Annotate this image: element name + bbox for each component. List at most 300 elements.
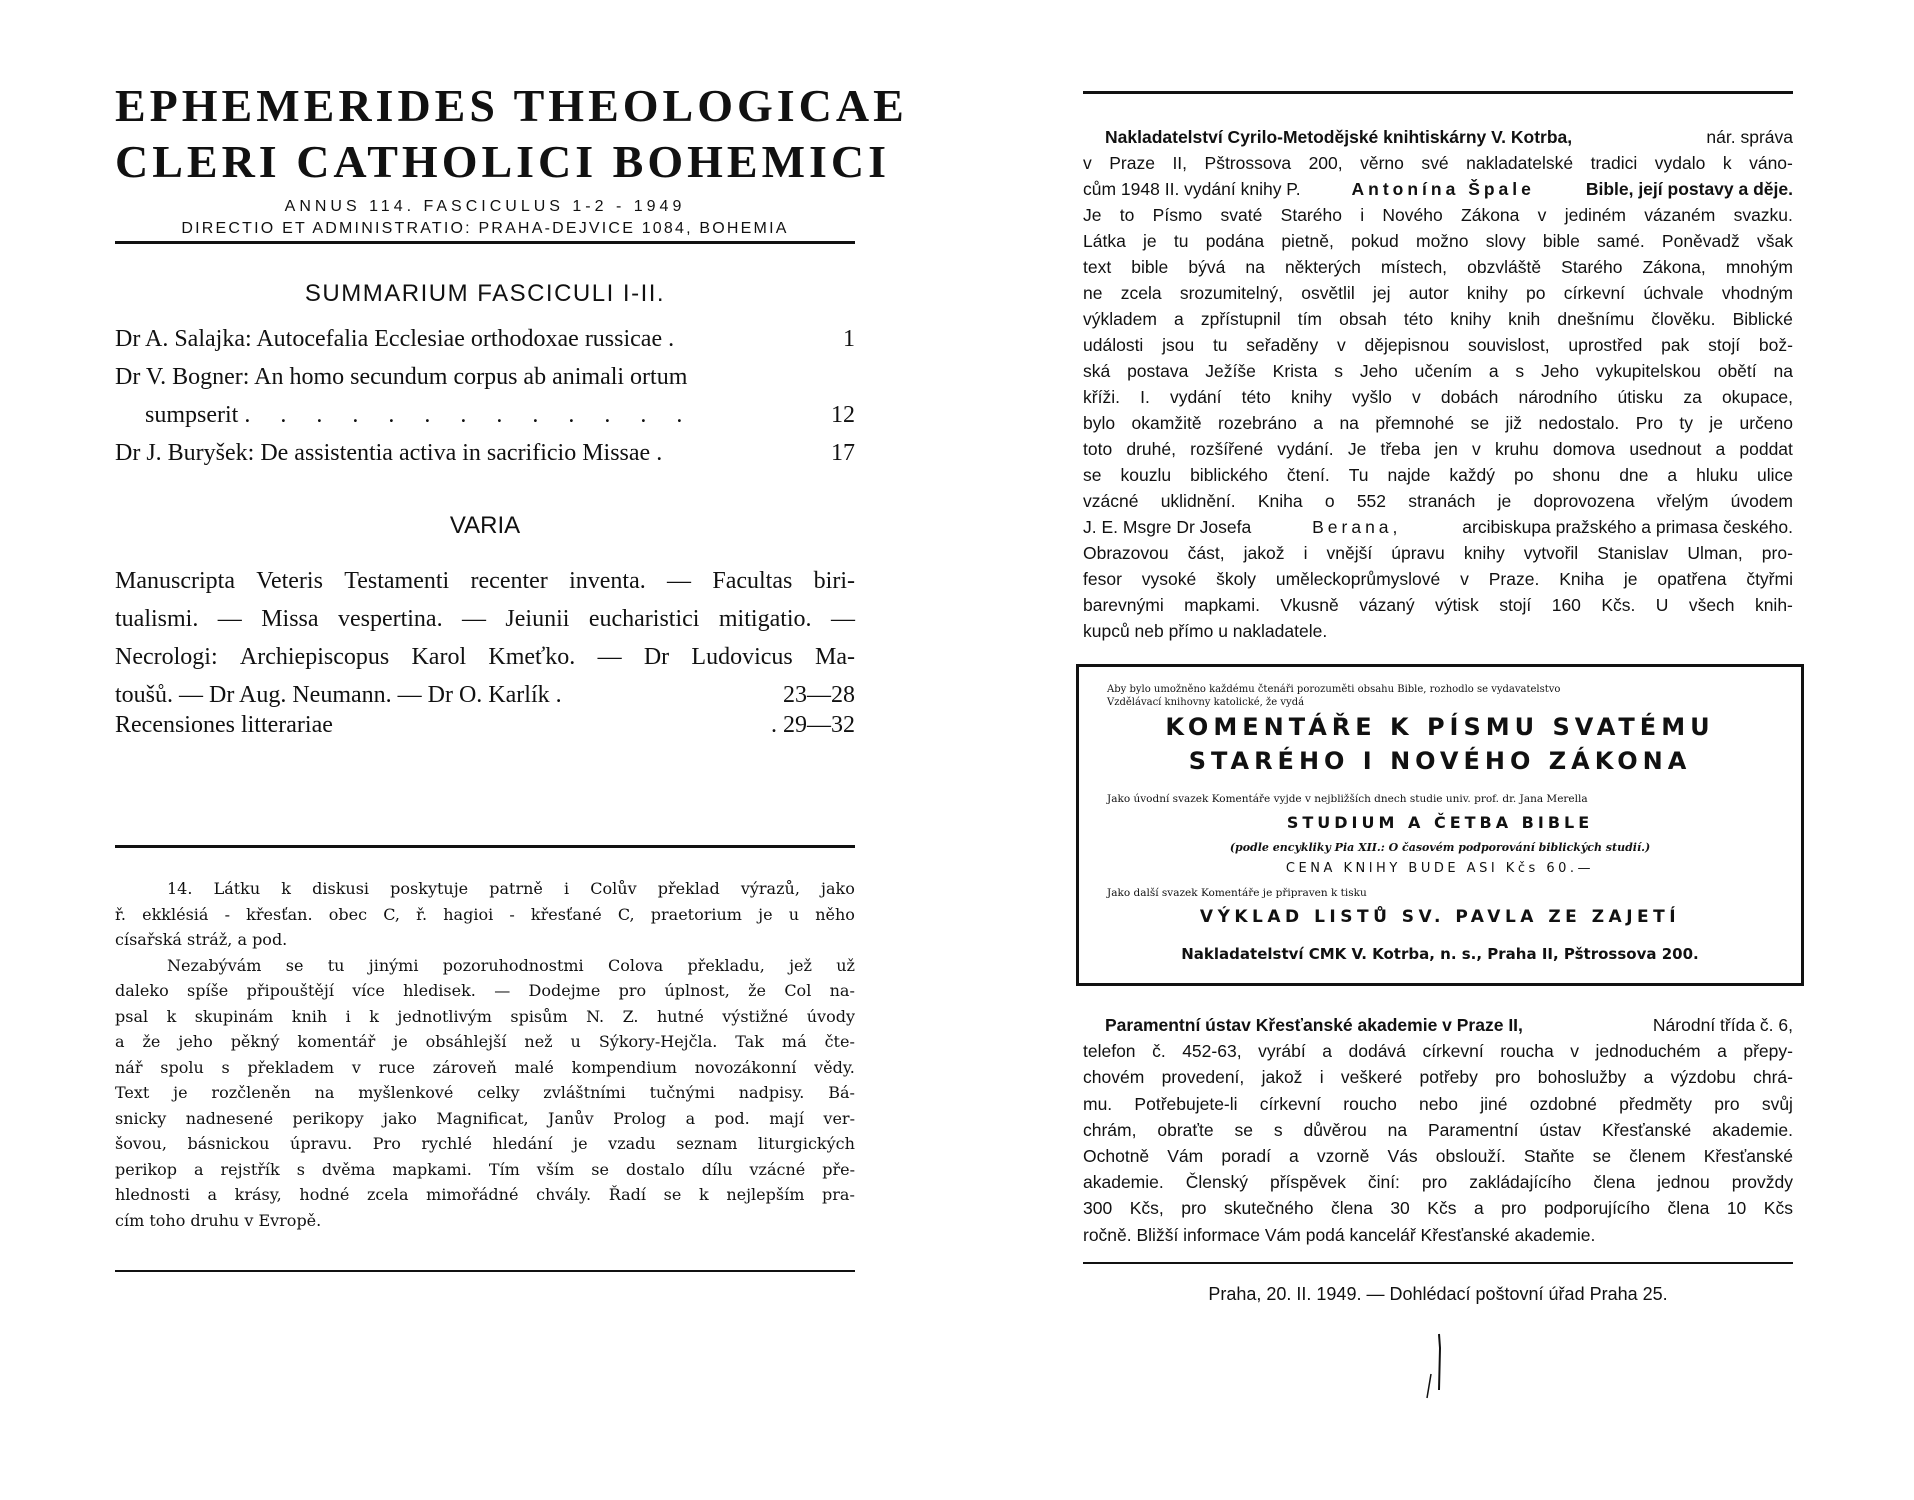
word: úpravu: [1391, 543, 1445, 563]
word: Archiepiscopus: [239, 644, 390, 670]
word: uklidnění.: [1160, 491, 1236, 511]
box-note: (podle encykliky Pia XII.: O časovém podporování biblických studií.): [1229, 841, 1651, 854]
word: pro: [1714, 1093, 1740, 1114]
footnote-rule-bottom: [115, 1270, 855, 1272]
word: tu: [327, 955, 345, 975]
word: jednotlivým: [397, 1006, 492, 1026]
word: třeba: [1380, 439, 1421, 459]
word: zakládajícího: [1469, 1172, 1572, 1193]
word: vřelým: [1656, 491, 1709, 511]
word: Janův: [548, 1108, 594, 1128]
commentary-announcement-box: [1076, 664, 1804, 986]
word: Z.: [622, 1006, 639, 1026]
word: mnohým: [1725, 257, 1793, 277]
word: více: [352, 981, 385, 1000]
ad1-line: [1083, 306, 1793, 332]
word: Křesťanské: [1602, 1119, 1692, 1140]
word: Je: [1347, 439, 1367, 459]
word: knihy: [1291, 387, 1332, 407]
word: už: [836, 955, 855, 975]
ad1-last-line: kupců neb přímo u nakladatele.: [1083, 621, 1328, 641]
word: u: [788, 904, 800, 924]
word: bývá: [1188, 257, 1226, 277]
word: nář: [115, 1057, 143, 1077]
word: pozoruhodnostmi: [442, 955, 584, 975]
word: osvětlil: [1301, 283, 1355, 303]
word: knih: [1508, 309, 1541, 329]
word: poskytuje: [390, 879, 469, 898]
word: ver-: [823, 1108, 855, 1128]
word: Praze: [1109, 153, 1155, 173]
word: k: [698, 1185, 709, 1204]
word: rozebráno: [1218, 413, 1297, 433]
word: perikop: [115, 1159, 178, 1179]
word: knih: [291, 1006, 328, 1026]
word: zpřístupnil: [1200, 309, 1281, 329]
ad1-line: [1083, 358, 1793, 384]
word: fesor: [1083, 569, 1122, 589]
word: Vás: [1387, 1146, 1418, 1167]
word: -: [509, 904, 515, 924]
word: biblického: [1190, 465, 1268, 485]
word: obraťte: [1157, 1119, 1214, 1140]
word: dostalo: [625, 1159, 685, 1179]
footnote-line: [115, 1157, 855, 1183]
word: chrám,: [1083, 1119, 1137, 1140]
word: Tím: [488, 1159, 520, 1179]
word: zároveň: [432, 1057, 497, 1077]
word: vzácné: [749, 1159, 806, 1179]
word: pro: [1181, 1198, 1207, 1219]
box-vyklad-title: VÝKLAD LISTŮ SV. PAVLA ZE ZAJETÍ: [1199, 907, 1681, 927]
word: stojí: [1708, 335, 1741, 355]
ad1-line: [1083, 618, 1793, 644]
word: hutné: [656, 1006, 704, 1026]
word: obslouží.: [1435, 1146, 1506, 1167]
footnote-line: [115, 876, 855, 902]
word: novozákonní: [694, 1057, 797, 1077]
word: připouštějí: [246, 981, 334, 1000]
word: provedení,: [1161, 1067, 1245, 1088]
masthead: [115, 78, 908, 238]
word: s: [296, 1159, 305, 1179]
word: a: [207, 1185, 218, 1204]
paramentni-ustav-advertisement: [1083, 1012, 1793, 1248]
word: C,: [617, 904, 635, 924]
right-top-rule: [1083, 91, 1793, 94]
word: 160: [1551, 595, 1581, 615]
ad2-line: [1083, 1195, 1793, 1221]
word: Ma-: [815, 644, 855, 670]
word: Testamenti: [344, 568, 450, 594]
word: —: [494, 981, 511, 1000]
word: Látka: [1083, 231, 1126, 251]
word: v: [1412, 387, 1421, 407]
word: okamžitě: [1131, 413, 1202, 433]
word: čte-: [824, 1032, 855, 1051]
word: vyšlo: [1352, 387, 1392, 407]
word: i: [345, 1006, 351, 1026]
word: ozdobné: [1529, 1093, 1597, 1114]
word: u: [570, 1032, 581, 1051]
word: kouzlu: [1120, 465, 1172, 485]
word: po: [1526, 283, 1546, 303]
ad1-line: [1083, 124, 1793, 150]
word: dobách: [1440, 387, 1499, 407]
word: překladu,: [687, 955, 765, 975]
word: ř.: [416, 904, 428, 924]
word: pietně,: [1281, 231, 1334, 251]
varia-pages: 23—28: [783, 682, 855, 708]
toc-entry-text: Dr A. Salajka: Autocefalia Ecclesiae orthodoxae russicae: [115, 326, 663, 352]
word: a: [1643, 1067, 1654, 1088]
word: je: [573, 1134, 588, 1153]
varia-heading: VARIA: [449, 512, 521, 539]
word: své: [1421, 153, 1449, 173]
word: Col: [784, 981, 812, 1000]
footnote-line-text: císařská stráž, a pod.: [115, 930, 288, 949]
word: určeno: [1739, 413, 1793, 433]
word: I.: [1140, 387, 1150, 407]
word: akademie.: [1083, 1172, 1164, 1193]
word: a: [1488, 361, 1499, 381]
word: v: [1570, 1041, 1580, 1062]
summarium-heading: SUMMARIUM FASCICULI I-II.: [304, 280, 666, 307]
word: je: [1709, 413, 1724, 433]
word: Starého: [1280, 205, 1342, 225]
word: biri-: [813, 568, 855, 594]
word: svaté: [1220, 205, 1263, 225]
word: mají: [769, 1108, 804, 1128]
word: ř.: [115, 904, 126, 924]
word: tím: [1297, 309, 1323, 329]
word: toto: [1083, 439, 1113, 459]
word: Křesťanské: [1703, 1146, 1793, 1167]
word: barevnými: [1083, 595, 1164, 615]
word: podána: [1205, 231, 1265, 251]
toc-entry-dots: . . . . . . . . . . . . .: [244, 402, 695, 428]
word: úchvale: [1643, 283, 1704, 303]
word: se: [1083, 465, 1102, 485]
word: a: [1667, 465, 1678, 485]
word: snicky: [115, 1108, 167, 1128]
word: této: [1403, 309, 1434, 329]
footnote-line: [115, 1131, 855, 1157]
word: obětí: [1717, 361, 1757, 381]
word: se: [1234, 1119, 1253, 1140]
toc-entry-page: 12: [831, 402, 855, 428]
ad1-line3-pre: cům 1948 II. vydání knihy P.: [1083, 179, 1301, 199]
word: Vkusně: [1280, 595, 1339, 615]
word: Facultas: [712, 568, 793, 594]
word: malé: [514, 1057, 554, 1077]
word: pře-: [822, 1159, 855, 1179]
word: a: [115, 1032, 125, 1051]
word: vázaný: [1359, 595, 1415, 615]
word: Dodejme: [528, 981, 601, 1000]
footnote-line: [115, 1080, 855, 1106]
word: Kniha: [1257, 491, 1303, 511]
word: vykupitelskou: [1595, 361, 1701, 381]
word: se: [1470, 413, 1490, 433]
word: že: [748, 981, 766, 1000]
footnote-line: [115, 978, 855, 1004]
word: že: [142, 1032, 161, 1051]
word: vnější: [1326, 543, 1373, 563]
box-intro: [1107, 683, 1772, 709]
word: jeho: [178, 1032, 213, 1051]
word: postava: [1127, 361, 1189, 381]
word: události: [1083, 335, 1144, 355]
word: pokud: [1351, 231, 1399, 251]
word: tu: [1212, 335, 1228, 355]
word: myšlenkové: [358, 1083, 454, 1102]
word: váno-: [1749, 153, 1793, 173]
word: zcela: [1120, 283, 1162, 303]
word: s: [221, 1057, 230, 1077]
toc-entry-page: 17: [831, 440, 855, 466]
word: vším: [536, 1159, 575, 1179]
word: činí:: [1367, 1172, 1400, 1193]
word: možno: [1416, 231, 1469, 251]
varia-line: [115, 600, 855, 638]
word: v: [1472, 439, 1481, 459]
word: jakož: [1243, 543, 1285, 563]
word: Sýkory-Hejčla.: [598, 1032, 718, 1051]
word: 452-63,: [1182, 1041, 1242, 1062]
word: Colův: [590, 879, 637, 898]
word: úvodem: [1730, 491, 1793, 511]
word: místech,: [1380, 257, 1448, 277]
word: a: [1313, 413, 1323, 433]
word: věrno: [1360, 153, 1404, 173]
word: v: [1460, 569, 1469, 589]
ad1-line: [1083, 462, 1793, 488]
word: liturgických: [757, 1134, 855, 1153]
word: Pro: [372, 1134, 401, 1153]
word: dodává: [1348, 1041, 1406, 1062]
word: okupace,: [1721, 387, 1793, 407]
word: se: [285, 955, 304, 975]
ad1-line: [1083, 436, 1793, 462]
word: pod.: [714, 1108, 750, 1128]
word: za: [1683, 387, 1702, 407]
word: U: [1655, 595, 1669, 615]
word: na: [1339, 413, 1359, 433]
word: část,: [1187, 543, 1225, 563]
toc-entry-burysek: [115, 440, 855, 478]
word: výtisk: [1435, 595, 1479, 615]
word: spolu: [160, 1057, 204, 1077]
ad2-lead-bold: Paramentní ústav Křesťanské akademie v Praze II,: [1105, 1015, 1523, 1035]
word: a: [1473, 1198, 1484, 1219]
word: 14.: [167, 879, 193, 898]
word: po: [1514, 465, 1534, 485]
word: Nezabývám: [167, 955, 262, 975]
recensiones-dots: .: [771, 712, 777, 738]
word: Zákona,: [1642, 257, 1706, 277]
masthead-annus: ANNUS 114. FASCICULUS 1-2 - 1949: [284, 198, 686, 215]
word: Vám: [1167, 1146, 1204, 1167]
word: důvěrou: [1303, 1119, 1367, 1140]
word: a: [1289, 1146, 1299, 1167]
word: úvody: [806, 1006, 855, 1026]
word: všech: [1688, 595, 1735, 615]
word: k: [166, 1006, 177, 1026]
word: 30: [1390, 1198, 1410, 1219]
word: Colova: [607, 955, 664, 975]
word: —: [667, 568, 692, 594]
toc-entry-dots: .: [668, 326, 687, 352]
word: hluku: [1696, 465, 1738, 485]
word: jež: [789, 955, 812, 975]
word: Text: [115, 1083, 150, 1102]
word: spíše: [187, 981, 229, 1000]
word: hledání: [492, 1134, 553, 1153]
word: psal: [115, 1006, 149, 1026]
box-publisher: Nakladatelství CMK V. Kotrba, n. s., Praha II, Pštrossova 200.: [1181, 945, 1699, 963]
word: rejstřík: [220, 1159, 280, 1179]
word: Členský: [1185, 1172, 1248, 1193]
word: mu.: [1083, 1093, 1113, 1114]
word: perikopy: [292, 1108, 364, 1128]
word: Tu: [1348, 465, 1369, 485]
word: Krista: [1272, 361, 1318, 381]
word: se: [1592, 1146, 1612, 1167]
word: předměty: [1619, 1093, 1693, 1114]
footnote-line: [115, 1182, 855, 1208]
word: překlad: [657, 879, 720, 898]
word: člena: [1667, 1198, 1710, 1219]
word: některých: [1284, 257, 1361, 277]
box-intro-line2: Vzdělávací knihovny katolické, že vydá: [1107, 697, 1305, 708]
word: obsah: [1339, 309, 1387, 329]
word: pra-: [822, 1185, 855, 1204]
word: úplnost,: [664, 981, 730, 1000]
footnote-line: [115, 1106, 855, 1132]
word: jednoduchém: [1595, 1041, 1701, 1062]
word: a: [685, 1108, 696, 1128]
word: praetorium: [650, 904, 742, 924]
word: členem: [1629, 1146, 1686, 1167]
word: překladem: [247, 1057, 335, 1077]
word: obzvláště: [1467, 257, 1542, 277]
word: jako: [821, 879, 855, 898]
word: recenter: [470, 568, 548, 594]
word: a: [1715, 439, 1726, 459]
word: je: [1623, 569, 1638, 589]
word: tu: [1173, 231, 1189, 251]
word: s: [1334, 361, 1343, 381]
varia-last-text: toušů. — Dr Aug. Neumann. — Dr O. Karlík .: [115, 682, 562, 708]
footnote-rule-top: [115, 845, 855, 848]
toc-entry-dots: .: [656, 440, 675, 466]
word: se: [663, 1185, 682, 1204]
word: chrá-: [1753, 1067, 1793, 1088]
word: —: [830, 606, 855, 632]
word: nadnesené: [185, 1108, 274, 1128]
word: skupinám: [194, 1006, 274, 1026]
ad1-berana-post: arcibiskupa pražského a primasa českého.: [1462, 517, 1793, 537]
word: veškeré: [1340, 1067, 1403, 1088]
word: Obrazovou: [1083, 543, 1169, 563]
word: autor: [1408, 283, 1449, 303]
table-of-contents: [115, 326, 855, 478]
word: však: [1756, 231, 1793, 251]
word: hodné: [299, 1185, 350, 1204]
ad2-line: [1083, 1143, 1793, 1169]
word: něho: [815, 904, 855, 924]
word: je: [393, 1032, 408, 1051]
word: vysoké: [1141, 569, 1197, 589]
word: Prolog: [613, 1108, 667, 1128]
ad2-line: [1083, 1117, 1793, 1143]
word: C,: [383, 904, 400, 924]
word: Staňte: [1523, 1146, 1575, 1167]
recensiones-entry: [115, 712, 855, 739]
ink-mark-icon: [1419, 1330, 1449, 1410]
word: Pštrossova: [1204, 153, 1292, 173]
word: Jeiunii: [505, 606, 570, 632]
word: a: [1322, 1041, 1332, 1062]
ad2-line: [1083, 1064, 1793, 1090]
word: člověku.: [1651, 309, 1716, 329]
word: jiné: [1480, 1093, 1508, 1114]
word: hagioi: [443, 904, 494, 924]
word: Kniha: [1559, 569, 1604, 589]
word: svazku.: [1733, 205, 1793, 225]
word: inventa.: [569, 568, 646, 594]
word: stranách: [1408, 491, 1476, 511]
word: eucharistici: [588, 606, 700, 632]
word: církevní: [1422, 1041, 1484, 1062]
word: dnešnímu: [1557, 309, 1635, 329]
footnote-line: [115, 1055, 855, 1081]
word: tučnými: [649, 1083, 715, 1102]
word: Ochotně: [1083, 1146, 1150, 1167]
word: na: [314, 1083, 335, 1102]
word: o: [1324, 491, 1335, 511]
word: stojí: [1499, 595, 1532, 615]
word: 552: [1356, 491, 1387, 511]
imprint: Praha, 20. II. 1949. — Dohlédací poštovní úřad Praha 25.: [1208, 1284, 1668, 1304]
word: provždy: [1731, 1172, 1793, 1193]
word: bož-: [1758, 335, 1793, 355]
word: a: [194, 1159, 204, 1179]
word: úpravu.: [290, 1134, 353, 1153]
word: dílu: [701, 1159, 733, 1179]
word: doprovozena: [1533, 491, 1635, 511]
word: —: [462, 606, 486, 632]
word: ulice: [1756, 465, 1793, 485]
word: kříži.: [1083, 387, 1120, 407]
word: dne: [1619, 465, 1649, 485]
box-next-volume: Jako další svazek Komentáře je připraven k tisku: [1107, 887, 1367, 899]
ad1-line: [1083, 332, 1793, 358]
ad1-lead-rest: nár. správa: [1706, 127, 1793, 147]
ad2-line: [1083, 1222, 1793, 1248]
word: jednou: [1657, 1172, 1710, 1193]
word: člena: [1331, 1198, 1373, 1219]
toc-entry-text: sumpserit: [145, 402, 239, 428]
word: Ulman,: [1687, 543, 1743, 563]
word: se: [591, 1159, 609, 1179]
word: v: [1537, 205, 1547, 225]
ad1-line: [1083, 410, 1793, 436]
word: útisku: [1617, 387, 1664, 407]
word: příspěvek: [1269, 1172, 1346, 1193]
ad1-line: [1083, 566, 1793, 592]
